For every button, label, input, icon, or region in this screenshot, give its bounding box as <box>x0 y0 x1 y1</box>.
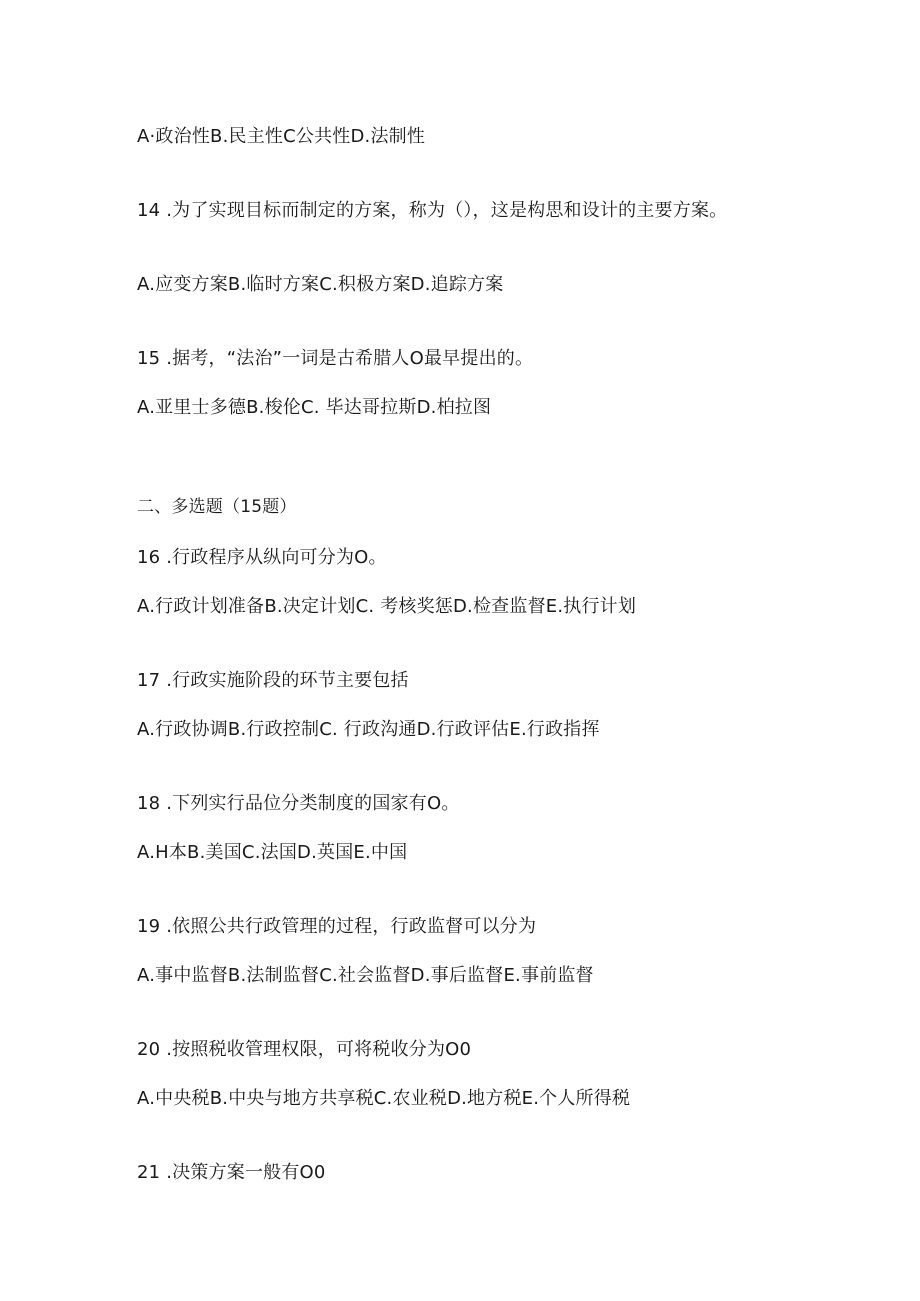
q19-question: 19 .依照公共行政管理的过程，行政监督可以分为 <box>137 916 537 937</box>
q14-options: A.应变方案B.临时方案C.积极方案D.追踪方案 <box>137 274 504 295</box>
q15-question: 15 .据考，“法治”一词是古希腊人O最早提出的。 <box>137 348 534 369</box>
q15-options: A.亚里士多德B.梭伦C. 毕达哥拉斯D.柏拉图 <box>137 397 492 418</box>
q18-options: A.H本B.美国C.法国D.英国E.中国 <box>137 842 408 863</box>
q14-question: 14 .为了实现目标而制定的方案，称为（），这是构思和设计的主要方案。 <box>137 200 728 221</box>
q19-options: A.事中监督B.法制监督C.社会监督D.事后监督E.事前监督 <box>137 965 594 986</box>
q13-options: A·政治性B.民主性C公共性D.法制性 <box>137 126 426 147</box>
q17-question: 17 .行政实施阶段的环节主要包括 <box>137 670 409 691</box>
q16-question: 16 .行政程序从纵向可分为O。 <box>137 547 387 568</box>
q16-options: A.行政计划准备B.决定计划C. 考核奖惩D.检查监督E.执行计划 <box>137 596 637 617</box>
q20-options: A.中央税B.中央与地方共享税C.农业税D.地方税E.个人所得税 <box>137 1088 631 1109</box>
q21-question: 21 .决策方案一般有O0 <box>137 1162 326 1183</box>
q17-options: A.行政协调B.行政控制C. 行政沟通D.行政评估E.行政指挥 <box>137 719 600 740</box>
q18-question: 18 .下列实行品位分类制度的国家有O。 <box>137 793 460 814</box>
section-heading-multiple-choice: 二、多选题（15题） <box>137 497 297 517</box>
q20-question: 20 .按照税收管理权限，可将税收分为O0 <box>137 1039 472 1060</box>
